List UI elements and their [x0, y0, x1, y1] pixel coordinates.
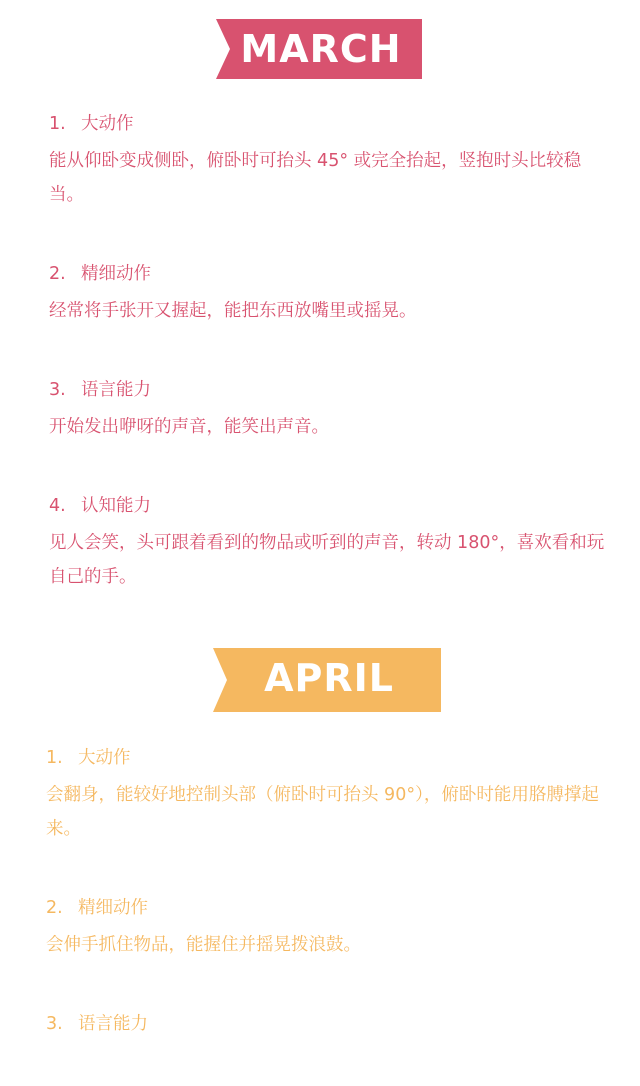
april-item-list [46, 745, 606, 1086]
item-number: 1. [46, 748, 63, 768]
april-item-3 [46, 1011, 606, 1037]
item-number: 4. [49, 496, 66, 516]
item-title: 大动作 [81, 114, 134, 134]
item-heading [46, 1011, 606, 1037]
item-heading [46, 895, 606, 921]
item-heading [49, 493, 609, 519]
item-heading [49, 377, 609, 403]
march-item-2 [49, 261, 609, 328]
item-title: 大动作 [78, 748, 131, 768]
item-title: 精细动作 [78, 898, 148, 918]
item-heading [49, 111, 609, 137]
march-item-list [49, 111, 609, 643]
item-number: 2. [46, 898, 63, 918]
item-description: 能从仰卧变成侧卧，俯卧时可抬头 45° 或完全抬起，竖抱时头比较稳当。 [49, 151, 582, 205]
item-description: 经常将手张开又握起，能把东西放嘴里或摇晃。 [49, 301, 417, 321]
march-banner [216, 19, 422, 79]
item-description: 会伸手抓住物品，能握住并摇晃拨浪鼓。 [46, 935, 361, 955]
item-description: 开始发出咿呀的声音，能笑出声音。 [49, 417, 329, 437]
april-item-1 [46, 745, 606, 846]
march-item-4 [49, 493, 609, 594]
item-description: 见人会笑，头可跟着看到的物品或听到的声音，转动 180°，喜欢看和玩自己的手。 [49, 533, 605, 587]
item-number: 3. [46, 1014, 63, 1034]
march-title: MARCH [240, 27, 402, 71]
item-title: 语言能力 [78, 1014, 148, 1034]
item-number: 1. [49, 114, 66, 134]
item-number: 2. [49, 264, 66, 284]
march-item-3 [49, 377, 609, 444]
item-description: 会翻身，能较好地控制头部（俯卧时可抬头 90°），俯卧时能用胳膊撑起来。 [46, 785, 599, 839]
item-number: 3. [49, 380, 66, 400]
april-title: APRIL [264, 656, 394, 700]
item-title: 认知能力 [81, 496, 151, 516]
item-heading [49, 261, 609, 287]
april-item-2 [46, 895, 606, 962]
april-banner [213, 648, 441, 708]
march-item-1 [49, 111, 609, 212]
item-heading [46, 745, 606, 771]
item-title: 语言能力 [81, 380, 151, 400]
item-title: 精细动作 [81, 264, 151, 284]
